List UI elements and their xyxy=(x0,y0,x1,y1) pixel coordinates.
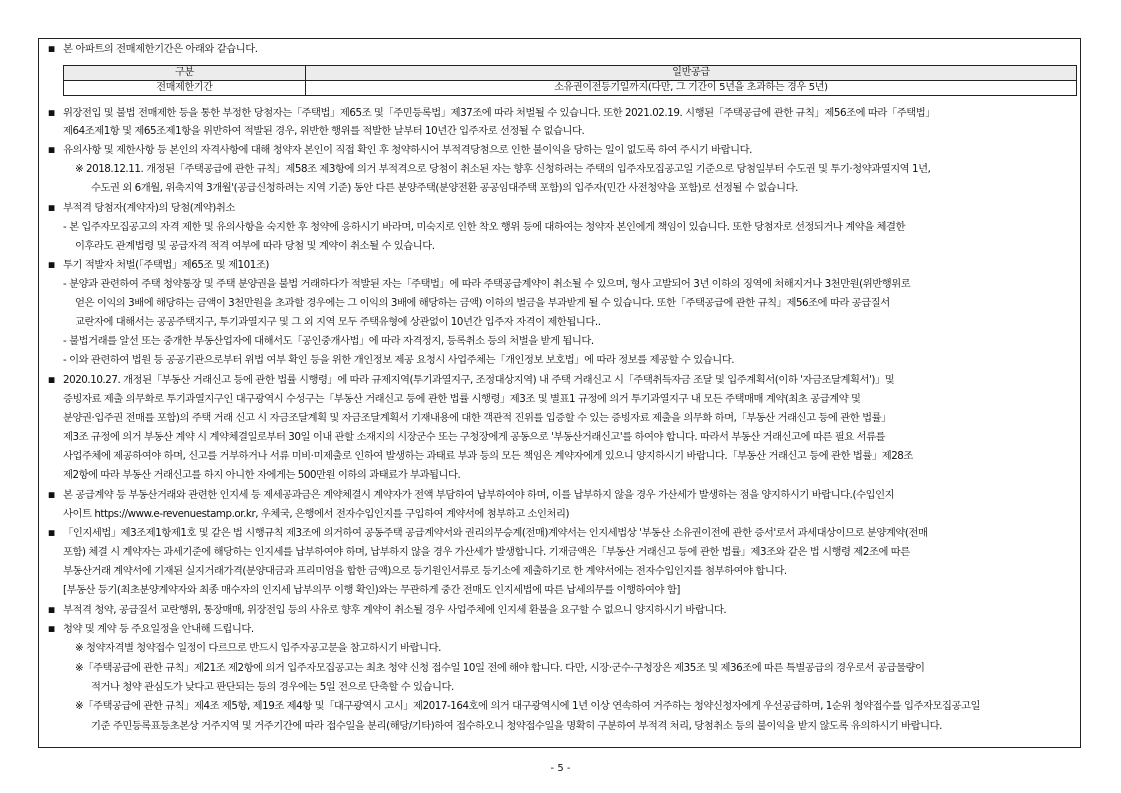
notice-line: ■ 유의사항 및 제한사항 등 본인의 자격사항에 대해 청약자 본인이 직접 확인 후 청약하시어 부적격당첨으로 인한 불이익을 당하는 일이 없도록 하여 주시기 바랍니다. xyxy=(63,143,752,158)
notice-line: 부동산거래 계약서에 기재된 실지거래가격(분양대금과 프리미엄을 합한 금액)으로 등기원인서류로 등기소에 제출하기로 한 계약서에는 전자수입인지를 첨부하여야 합니다. xyxy=(63,565,787,577)
notice-line: ■ 위장전입 및 불법 전매제한 등을 통한 부정한 당첨자는「주택법」제65조 및「주민등록법」제37조에 따라 처벌될 수 있습니다. 또한 2021.02.19. 시행된「주택공급에 관한 규칙」제56조에 따라「주택법」 xyxy=(63,106,935,121)
notice-line: ■ 부적격 당첨자(계약자)의 당첨(계약)취소 xyxy=(63,201,235,216)
resale-period-table xyxy=(63,65,1077,96)
table-header-general-supply: 일반공급 xyxy=(306,66,1077,81)
notice-line: - 이와 관련하여 법원 등 공공기관으로부터 위법 여부 확인 등을 위한 개인정보 제공 요청시 사업주체는「개인정보 보호법」에 따라 정보를 제공할 수 있습니다. xyxy=(63,354,735,366)
notice-line: ■ 부적격 청약, 공급질서 교란행위, 통장매매, 위장전입 등의 사유로 향후 계약이 취소될 경우 사업주체에 인지세 환불을 요구할 수 없으니 양지하시기 바랍니다. xyxy=(63,603,726,618)
notice-line: - 본 입주자모집공고의 자격 제한 및 유의사항을 숙지한 후 청약에 응하시기 바라며, 미숙지로 인한 착오 행위 등에 대하여는 청약자 본인에게 책임이 있습니다. 또한 당첨자로 선정되거나 계약을 체결한 xyxy=(63,221,906,233)
table-cell-period-value: 소유권이전등기일까지(다만, 그 기간이 5년을 초과하는 경우 5년) xyxy=(306,81,1077,96)
table-row xyxy=(64,81,1077,96)
notice-line: ※「주택공급에 관한 규칙」제21조 제2항에 의거 입주자모집공고는 최초 청약 신청 접수일 10일 전에 해야 합니다. 다만, 시장·군수·구청장은 제35조 및 제36조에 따른 특별공급의 경우로서 공급물량이 xyxy=(75,662,925,674)
notice-line: 이후라도 관계법령 및 공급자격 적격 여부에 따라 당첨 및 계약이 취소될 수 있습니다. xyxy=(75,240,435,252)
notice-line: - 불법거래를 알선 또는 중개한 부동산업자에 대해서도「공인중개사법」에 따라 자격정지, 등록취소 등의 처벌을 받게 됩니다. xyxy=(63,335,594,347)
notice-line: 포함) 체결 시 계약자는 과세기준에 해당하는 인지세를 납부하여야 하며, 납부하지 않을 경우 가산세가 발생합니다. 기재금액은「부동산 거래신고 등에 관한 법률」제3조와 같은 법 시행령 제2조에 따른 xyxy=(63,546,910,558)
notice-line: 제64조제1항 및 제65조제1항을 위반하여 적발된 경우, 위반한 행위를 적발한 날부터 10년간 입주자로 선정될 수 없습니다. xyxy=(63,125,585,137)
notice-line: - 분양과 관련하여 주택 청약통장 및 주택 분양권을 불법 거래하다가 적발된 자는「주택법」에 따라 주택공급계약이 취소될 수 있으며, 형사 고발되어 3년 이하의 징역에 처해지거나 3천만원(위반행위로 xyxy=(63,278,911,290)
notice-line: 기준 주민등록표등초본상 거주지역 및 거주기간에 따라 접수일을 분리(해당/기타)하여 접수하오니 청약접수일을 명확히 구분하여 부적격 처리, 당첨취소 등의 불이익을 받지 않도록 유의하시기 바랍니다. xyxy=(91,720,942,732)
notice-line: ※「주택공급에 관한 규칙」제4조 제5항, 제19조 제4항 및「대구광역시 고시」제2017-164호에 의거 대구광역시에 1년 이상 연속하여 거주하는 청약신청자에게 우선공급하며, 1순위 청약접수를 입주자모집공고일 xyxy=(75,700,980,712)
notice-line: 수도권 외 6개월, 위축지역 3개월'(공급신청하려는 지역 기준) 동안 다른 분양주택(분양전환 공공임대주택 포함)의 입주자(민간 사전청약을 포함)로 선정될 수 없습니다. xyxy=(91,182,798,194)
resale-intro-text: ■ 본 아파트의 전매제한기간은 아래와 같습니다. xyxy=(63,42,258,57)
notice-line: 제3조 규정에 의거 부동산 계약 시 계약체결일로부터 30일 이내 관할 소재지의 시장군수 또는 구청장에게 공동으로 '부동산거래신고'를 하여야 합니다. 따라서 부동산 거래신고에 따른 필요 서류를 xyxy=(63,431,886,443)
notice-frame xyxy=(38,38,1081,748)
notice-line: ※ 청약자격별 청약접수 일정이 다르므로 반드시 입주자공고문을 참고하시기 바랍니다. xyxy=(75,642,441,654)
table-header-category: 구분 xyxy=(64,66,306,81)
table-cell-period-label: 전매제한기간 xyxy=(64,81,306,96)
notice-line: ■ 청약 및 계약 등 주요일정을 안내해 드립니다. xyxy=(63,622,254,637)
notice-line: ※ 2018.12.11. 개정된「주택공급에 관한 규칙」제58조 제3항에 의거 부적격으로 당첨이 취소된 자는 향후 신청하려는 주택의 입주자모집공고일 기준으로 당첨일부터 수도권 및 투기·청약과열지역 1년, xyxy=(75,163,931,175)
notice-line: [부동산 등기(최초분양계약자와 최종 매수자의 인지세 납부의무 이행 확인)와는 무관하게 중간 전매도 인지세법에 따른 납세의무를 이행하여야 함] xyxy=(63,584,680,596)
notice-line: 교란자에 대해서는 공공주택지구, 투기과열지구 및 그 외 지역 모두 주택유형에 상관없이 10년간 입주자 자격이 제한됩니다.. xyxy=(75,316,601,328)
notice-line: 얻은 이익의 3배에 해당하는 금액이 3천만원을 초과할 경우에는 그 이익의 3배에 해당하는 금액) 이하의 벌금을 부과받게 될 수 있습니다. 또한「주택공급에 관한 규칙」제56조에 따라 공급질서 xyxy=(75,297,890,309)
notice-line: 사이트 https://www.e-revenuestamp.or.kr, 우체국, 은행에서 전자수입인지를 구입하여 계약서에 첨부하고 소인처리) xyxy=(63,508,570,520)
page-number: - 5 - xyxy=(550,763,571,774)
notice-line: ■ 「인지세법」제3조제1항제1호 및 같은 법 시행규칙 제3조에 의거하여 공동주택 공급계약서와 권리의무승계(전매)계약서는 인지세법상 '부동산 소유권이전에 관한 증서'로서 과세대상이므로 분양계약(전매 xyxy=(63,526,927,541)
table-header-row xyxy=(64,66,1077,81)
notice-line: 적거나 청약 관심도가 낮다고 판단되는 등의 경우에는 5일 전으로 단축할 수 있습니다. xyxy=(91,681,454,693)
notice-line: 제2항에 따라 부동산 거래신고를 하지 아니한 자에게는 500만원 이하의 과태료가 부과됩니다. xyxy=(63,469,461,481)
notice-line: 사업주체에 제공하여야 하며, 신고를 거부하거나 서류 미비·미제출로 인하여 발생하는 과태료 부과 등의 모든 책임은 계약자에게 있으니 양지하시기 바랍니다.「부동산 거래신고 등에 관한 법률」제28조 xyxy=(63,450,913,462)
notice-line: 증빙자료 제출 의무화로 투기과열지구인 대구광역시 수성구는「부동산 거래신고 등에 관한 법률 시행령」제3조 및 별표1 규정에 의거 투기과열지구 내 모든 주택매매 계약(최초 공급계약 및 xyxy=(63,393,861,405)
notice-line: ■ 투기 적발자 처벌(「주택법」제65조 및 제101조) xyxy=(63,258,269,273)
notice-line: ■ 본 공급계약 등 부동산거래와 관련한 인지세 등 제세공과금은 계약체결시 계약자가 전액 부담하여 납부하여야 하며, 이를 납부하지 않을 경우 가산세가 발생하는 점을 양지하시기 바랍니다.(수입인지 xyxy=(63,488,894,503)
notice-line: 분양권·입주권 전매를 포함)의 주택 거래 신고 시 자금조달계획 및 자금조달계획서 기재내용에 대한 객관적 진위를 입증할 수 있는 증빙자료 제출을 의무화 하며,「부동산 거래신고 등에 관한 법률」 xyxy=(63,412,891,424)
notice-line: ■ 2020.10.27. 개정된「부동산 거래신고 등에 관한 법률 시행령」에 따라 규제지역(투기과열지구, 조정대상지역) 내 주택 거래신고 시「주택취득자금 조달 및 입주계획서(이하 '자금조달계획서')」및 xyxy=(63,373,894,388)
